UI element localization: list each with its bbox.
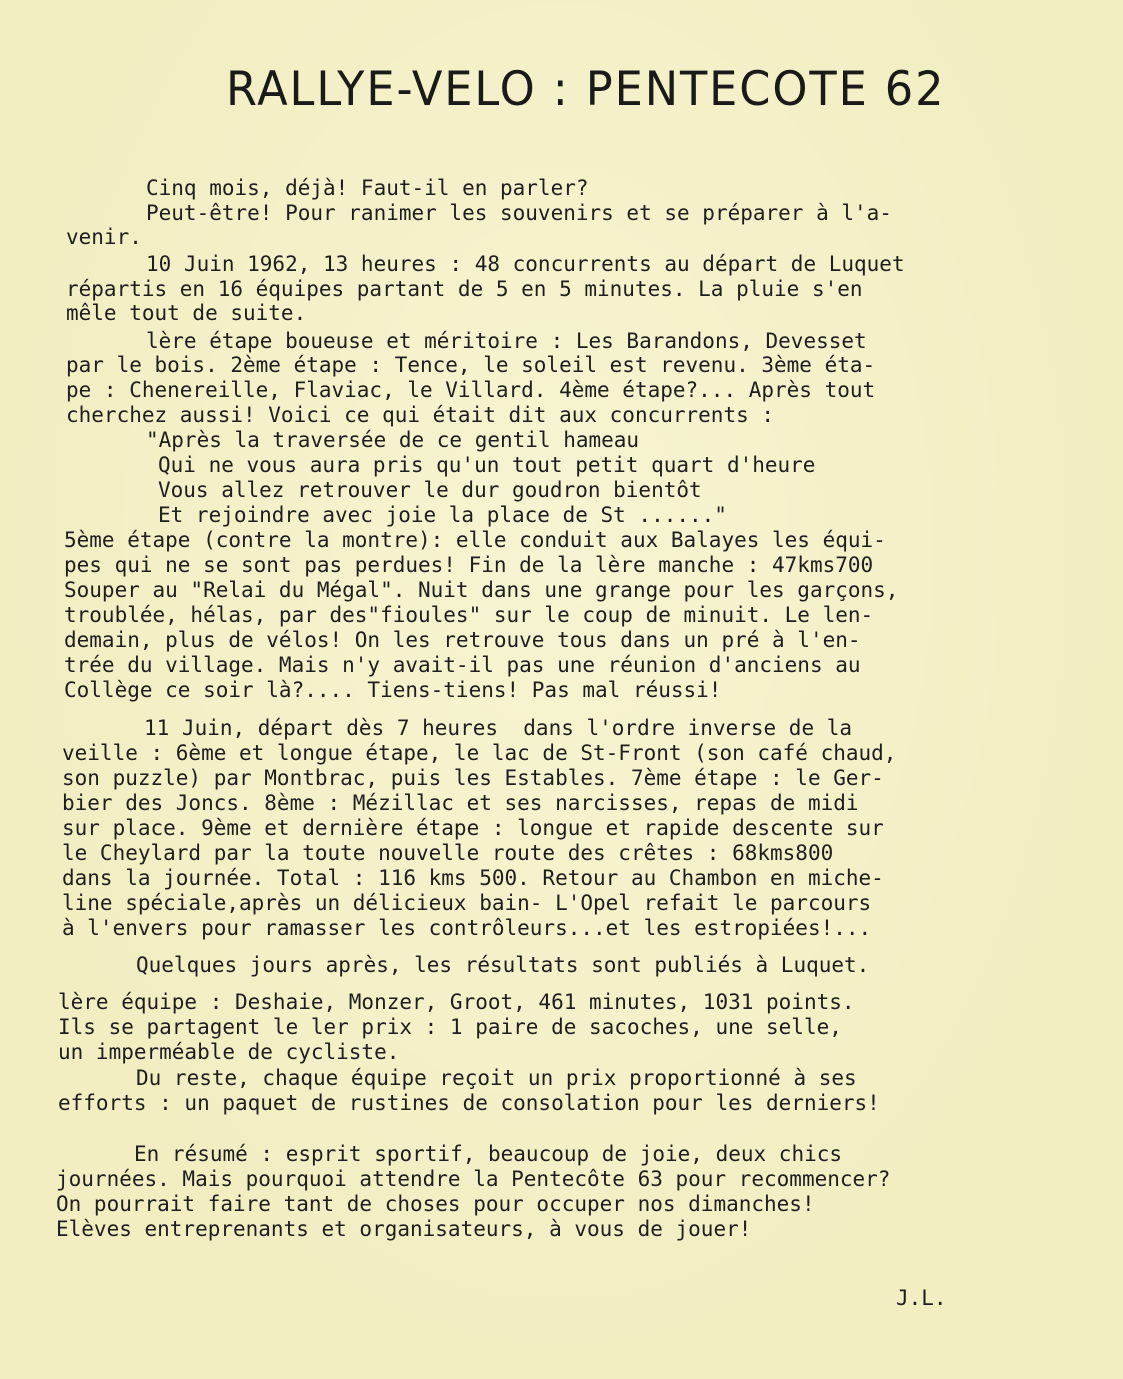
text-line: Elèves entreprenants et organisateurs, à vous de jouer! (56, 1217, 752, 1241)
text-line: efforts : un paquet de rustines de consolation pour les derniers! (58, 1091, 880, 1115)
text-line: Quelques jours après, les résultats sont publiés à Luquet. (136, 953, 870, 977)
text-line: venir. (66, 225, 142, 249)
text-line: par le bois. 2ème étape : Tence, le soleil est revenu. 3ème éta- (66, 353, 876, 377)
text-line: à l'envers pour ramasser les contrôleurs...et les estropiées!... (62, 916, 872, 940)
text-line: trée du village. Mais n'y avait-il pas une réunion d'anciens au (64, 653, 861, 677)
text-line: Peut-être! Pour ranimer les souvenirs et se préparer à l'a- (146, 201, 892, 225)
poem-line: Et rejoindre avec joie la place de St ......" (158, 503, 727, 527)
text-line: 5ème étape (contre la montre): elle conduit aux Balayes les équi- (64, 528, 886, 552)
text-line: pes qui ne se sont pas perdues! Fin de la lère manche : 47kms700 (64, 553, 874, 577)
text-line: On pourrait faire tant de choses pour occuper nos dimanches! (56, 1192, 815, 1216)
text-line: son puzzle) par Montbrac, puis les Estables. 7ème étape : le Ger- (62, 766, 884, 790)
text-line: line spéciale,après un délicieux bain- L'Opel refait le parcours (62, 891, 872, 915)
text-line: Souper au "Relai du Mégal". Nuit dans une grange pour les garçons, (64, 578, 899, 602)
page-title: RALLYE-VELO : PENTECOTE 62 (226, 62, 946, 117)
text-line: bier des Joncs. 8ème : Mézillac et ses narcisses, repas de midi (62, 791, 859, 815)
text-line: Ils se partagent le ler prix : 1 paire de sacoches, une selle, (58, 1015, 842, 1039)
text-line: veille : 6ème et longue étape, le lac de St-Front (son café chaud, (62, 741, 897, 765)
poem-line: Vous allez retrouver le dur goudron bientôt (158, 478, 702, 502)
text-line: lère équipe : Deshaie, Monzer, Groot, 461 minutes, 1031 points. (58, 990, 855, 1014)
text-line: 11 Juin, départ dès 7 heures dans l'ordre inverse de la (144, 716, 853, 740)
text-line: demain, plus de vélos! On les retrouve tous dans un pré à l'en- (64, 628, 861, 652)
text-line: Cinq mois, déjà! Faut-il en parler? (146, 176, 589, 200)
text-line: sur place. 9ème et dernière étape : longue et rapide descente sur (62, 816, 884, 840)
text-line: journées. Mais pourquoi attendre la Pentecôte 63 pour recommencer? (56, 1167, 891, 1191)
text-line: 10 Juin 1962, 13 heures : 48 concurrents au départ de Luquet (146, 252, 905, 276)
text-line: lère étape boueuse et méritoire : Les Barandons, Devesset (146, 329, 867, 353)
text-line: répartis en 16 équipes partant de 5 en 5 minutes. La pluie s'en (66, 277, 863, 301)
poem-line: Qui ne vous aura pris qu'un tout petit quart d'heure (158, 453, 816, 477)
text-line: En résumé : esprit sportif, beaucoup de joie, deux chics (134, 1142, 843, 1166)
text-line: troublée, hélas, par des"fioules" sur le coup de minuit. Le len- (64, 603, 874, 627)
poem-line: "Après la traversée de ce gentil hameau (146, 428, 640, 452)
text-line: Du reste, chaque équipe reçoit un prix proportionné à ses (136, 1066, 857, 1090)
text-line: mêle tout de suite. (66, 301, 307, 325)
text-line: dans la journée. Total : 116 kms 500. Retour au Chambon en miche- (62, 866, 884, 890)
text-line: Collège ce soir là?.... Tiens-tiens! Pas mal réussi! (64, 678, 722, 702)
signature: J.L. (896, 1286, 947, 1310)
text-line: cherchez aussi! Voici ce qui était dit aux concurrents : (66, 403, 775, 427)
text-line: le Cheylard par la toute nouvelle route des crêtes : 68kms800 (62, 841, 834, 865)
text-line: un imperméable de cycliste. (58, 1040, 400, 1064)
text-line: pe : Chenereille, Flaviac, le Villard. 4ème étape?... Après tout (66, 378, 876, 402)
